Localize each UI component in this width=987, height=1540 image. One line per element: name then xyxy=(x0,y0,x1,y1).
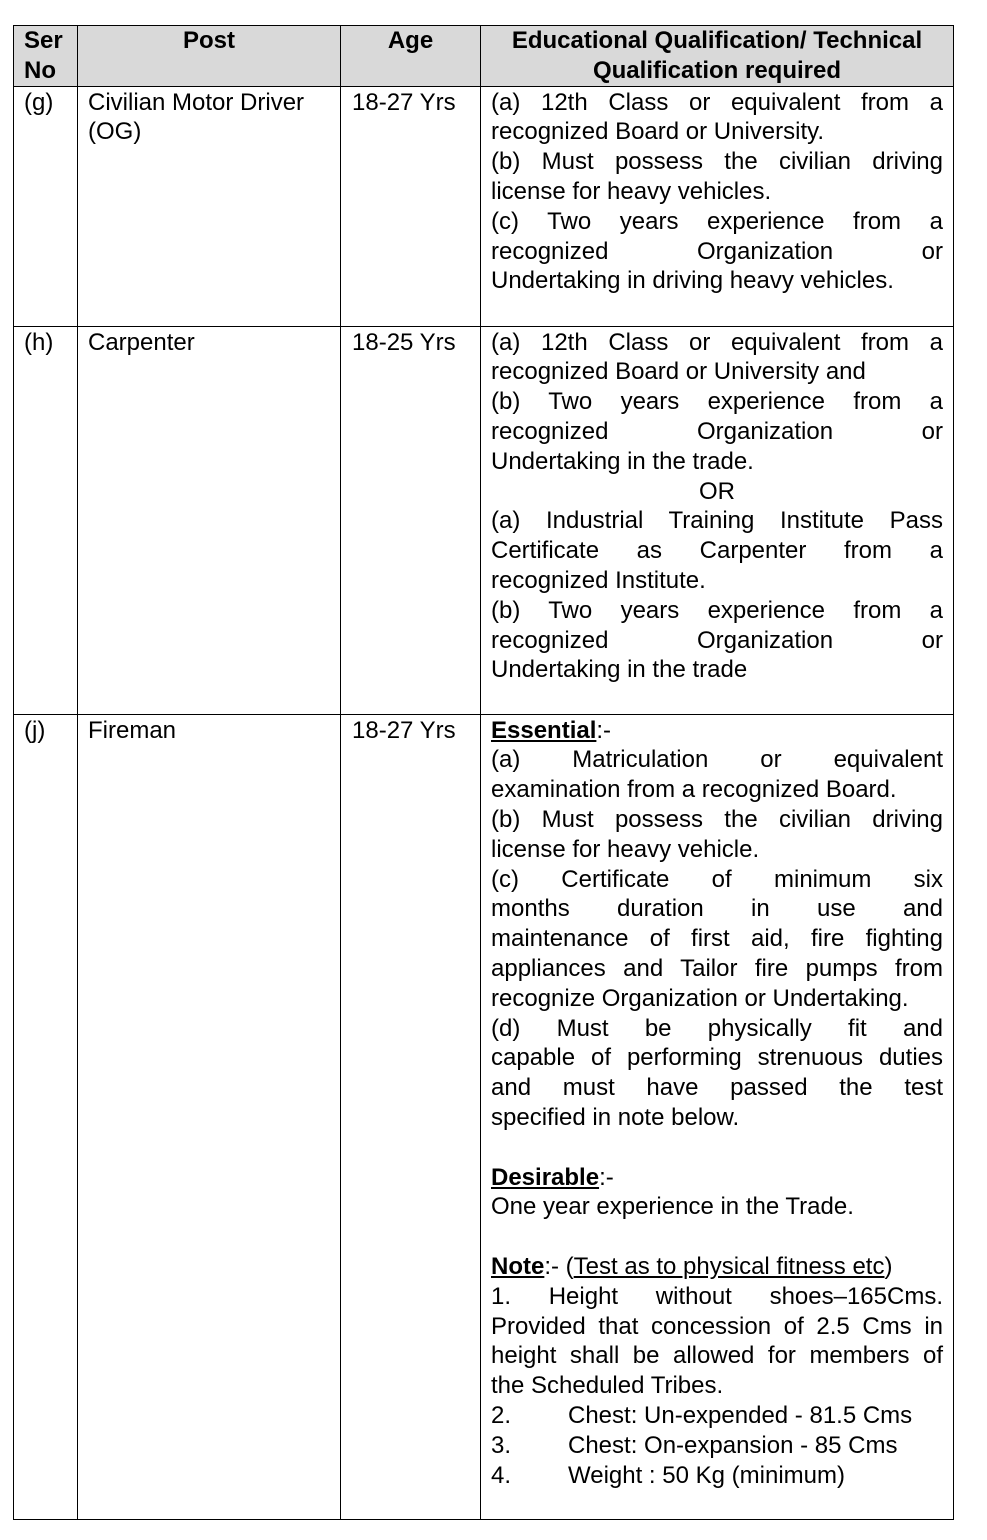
spacer xyxy=(491,1133,943,1163)
qualification-line: Certificate as Carpenter from a xyxy=(491,537,943,565)
measure-number: 2. xyxy=(491,1401,512,1429)
table-row xyxy=(14,86,954,326)
age-cell: 18-25 Yrs xyxy=(341,326,481,714)
qualification-line: (a) Industrial Training Institute Pass xyxy=(491,507,943,535)
table-header-row xyxy=(14,26,954,87)
or-separator: OR xyxy=(699,477,735,505)
header-qualification: Educational Qualification/ Technical Qualification required xyxy=(481,26,954,87)
qualification-cell xyxy=(481,714,954,1519)
essential-label: Essential xyxy=(491,716,597,744)
qualification-line: recognized Board or University and xyxy=(491,358,866,386)
age-cell: 18-27 Yrs xyxy=(341,86,481,326)
essential-heading xyxy=(491,716,943,746)
qualification-table xyxy=(13,25,954,1520)
qualification-line: months duration in use and xyxy=(491,895,943,923)
note-line: Provided that concession of 2.5 Cms in xyxy=(491,1312,943,1340)
qualification-line: (b) Must possess the civilian driving xyxy=(491,805,943,833)
qualification-line: license for heavy vehicles. xyxy=(491,177,772,205)
age-cell: 18-27 Yrs xyxy=(341,714,481,1519)
desirable-text: One year experience in the Trade. xyxy=(491,1193,854,1221)
qualification-line: Undertaking in the trade. xyxy=(491,447,754,475)
table-row xyxy=(14,714,954,1519)
spacer xyxy=(491,1222,943,1252)
header-ser-no: Ser No xyxy=(14,26,78,87)
note-line: height shall be allowed for members of xyxy=(491,1342,943,1370)
measure-item xyxy=(491,1461,943,1491)
post-cell: Civilian Motor Driver (OG) xyxy=(78,86,341,326)
desirable-label: Desirable xyxy=(491,1163,600,1191)
qualification-cell xyxy=(481,86,954,326)
qualification-line: capable of performing strenuous duties xyxy=(491,1044,943,1072)
qualification-line: (c) Two years experience from a xyxy=(491,207,943,235)
qualification-line: recognized Organization or xyxy=(491,626,943,654)
table-row xyxy=(14,326,954,714)
qualification-line: recognized Board or University. xyxy=(491,118,825,146)
measure-text: Chest: Un-expended - 81.5 Cms xyxy=(568,1401,913,1429)
measure-item xyxy=(491,1431,943,1461)
measure-item xyxy=(491,1401,943,1431)
header-post: Post xyxy=(78,26,341,87)
qualification-line: (b) Two years experience from a xyxy=(491,388,943,416)
qualification-line: recognized Organization or xyxy=(491,417,943,445)
post-cell: Fireman xyxy=(78,714,341,1519)
essential-suffix: :- xyxy=(596,716,612,744)
qualification-line: (d) Must be physically fit and xyxy=(491,1014,943,1042)
qualification-line: and must have passed the test xyxy=(491,1074,943,1102)
qualification-line: specified in note below. xyxy=(491,1103,740,1131)
qualification-line: (c) Certificate of minimum six xyxy=(491,865,943,893)
qualification-line: maintenance of first aid, fire fighting xyxy=(491,925,943,953)
qualification-line: (a) 12th Class or equivalent from a xyxy=(491,328,943,356)
note-line: 1. Height without shoes–165Cms. xyxy=(491,1282,943,1310)
qualification-line: (b) Two years experience from a xyxy=(491,596,943,624)
qualification-line: recognized Institute. xyxy=(491,566,706,594)
qualification-line: (b) Must possess the civilian driving xyxy=(491,148,943,176)
ser-no-cell: (g) xyxy=(14,86,78,326)
qualification-cell xyxy=(481,326,954,714)
note-line: the Scheduled Tribes. xyxy=(491,1372,724,1400)
ser-no-cell: (j) xyxy=(14,714,78,1519)
measure-number: 4. xyxy=(491,1461,512,1489)
measure-text: Weight : 50 Kg (minimum) xyxy=(568,1461,845,1489)
qualification-line: recognized Organization or xyxy=(491,237,943,265)
header-age: Age xyxy=(341,26,481,87)
qualification-line: (a) Matriculation or equivalent xyxy=(491,746,943,774)
desirable-suffix: :- xyxy=(599,1163,614,1191)
qualification-line: appliances and Tailor fire pumps from xyxy=(491,954,943,982)
measure-number: 3. xyxy=(491,1431,512,1459)
measure-text: Chest: On-expansion - 85 Cms xyxy=(568,1431,898,1459)
qualification-line: license for heavy vehicle. xyxy=(491,835,760,863)
qualification-line: examination from a recognized Board. xyxy=(491,776,897,804)
post-cell: Carpenter xyxy=(78,326,341,714)
qualification-line: recognize Organization or Undertaking. xyxy=(491,984,909,1012)
note-heading xyxy=(491,1252,943,1282)
note-test-title: Test as to physical fitness etc xyxy=(573,1252,885,1280)
note-label: Note xyxy=(491,1252,545,1280)
qualification-line: Undertaking in the trade xyxy=(491,656,748,684)
qualification-line: Undertaking in driving heavy vehicles. xyxy=(491,267,894,295)
note-close: ) xyxy=(884,1252,893,1280)
desirable-heading xyxy=(491,1163,943,1193)
qualification-line: (a) 12th Class or equivalent from a xyxy=(491,88,943,116)
ser-no-cell: (h) xyxy=(14,326,78,714)
note-separator: :- ( xyxy=(544,1252,574,1280)
